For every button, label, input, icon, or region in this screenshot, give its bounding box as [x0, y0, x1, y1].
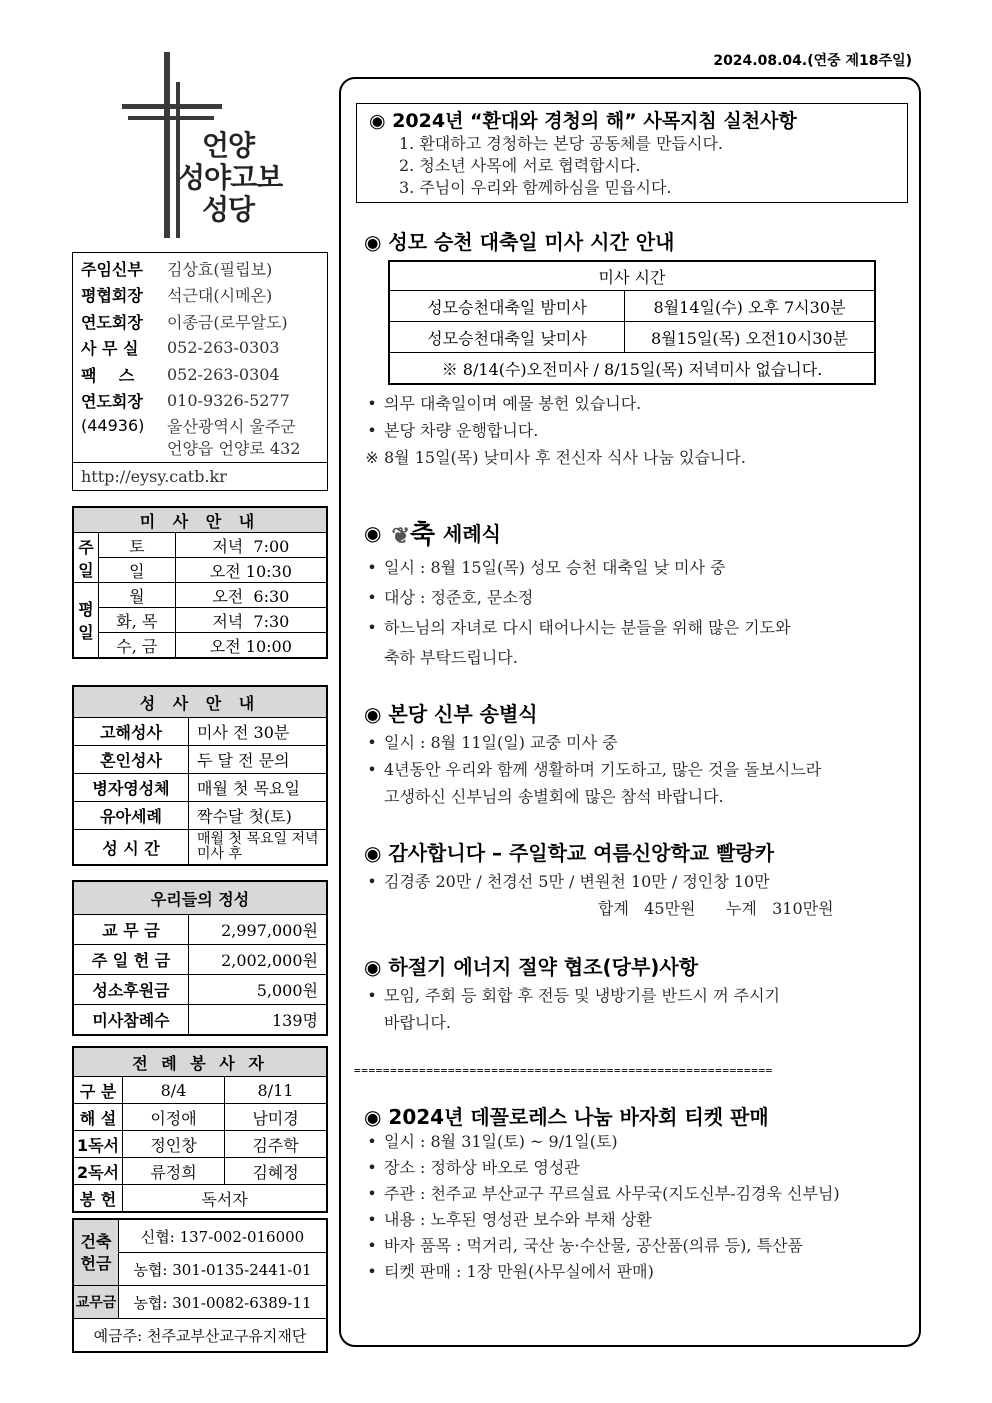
mass-schedule-box: 미 사 안 내 주일 토 저녁 7:00 일 오전 10:30 평일 월 오전 6:30 화, 목 저녁 7:30 수, 금 오전 10:00	[72, 506, 328, 659]
baptism-title-row: ◉ ❦축 세례식	[364, 514, 501, 551]
list-item: • 모임, 주회 등 회합 후 전등 및 냉방기를 반드시 꺼 주시기	[367, 986, 780, 1005]
pastoral-guideline-title: ◉ 2024년 “환대와 경청의 해” 사목지침 실천사항	[369, 110, 797, 132]
bazaar-title: ◉ 2024년 데꼴로레스 나눔 바자회 티켓 판매	[364, 1105, 769, 1129]
list-item: • 하느님의 자녀로 다시 태어나시는 분들을 위해 많은 기도와	[367, 618, 791, 637]
list-item: • 4년동안 우리와 함께 생활하며 기도하고, 많은 것을 돌보시느라	[367, 760, 822, 779]
laurel-badge-icon: ❦축	[391, 520, 436, 550]
servers-box: 전 례 봉 사 자 구 분 8/4 8/11 해 설 이정애 남미경 1독서 정인창 김주학 2독서 류정희 김혜정 봉 헌 독서자	[72, 1046, 328, 1213]
energy-title: ◉ 하절기 에너지 절약 협조(당부)사항	[364, 955, 699, 979]
sacrament-box: 성 사 안 내 고해성사 미사 전 30분 혼인성사 두 달 전 문의 병자영성체 매월 첫 목요일 유아세례 짝수달 첫(토) 성 시 간 매월 첫 목요일 저녁미사 후	[72, 685, 328, 866]
parish-logo-text: 언양 성야고보 성당	[178, 129, 283, 226]
list-item: • 바자 품목 : 먹거리, 국산 농·수산물, 공산품(의류 등), 특산품	[367, 1236, 803, 1255]
farewell-title: ◉ 본당 신부 송별식	[364, 702, 538, 726]
list-item: • 장소 : 정하상 바오로 영성관	[367, 1158, 580, 1177]
list-item: ※ 8월 15일(목) 낮미사 후 전신자 식사 나눔 있습니다.	[365, 448, 746, 467]
bank-box: 건축 헌금 신협: 137-002-016000 농협: 301-0135-2441-01 교무금 농협: 301-0082-6389-11 예금주: 천주교부산교구유지재단	[72, 1218, 328, 1353]
account-holder: 예금주: 천주교부산교구유지재단	[74, 1319, 327, 1352]
list-item: • 대상 : 정준호, 문소정	[367, 588, 534, 607]
sacrament-title: 성 사 안 내	[74, 687, 327, 718]
offering-title: 우리들의 정성	[74, 882, 327, 915]
assumption-title: ◉ 성모 승천 대축일 미사 시간 안내	[364, 230, 675, 254]
thanks-title: ◉ 감사합니다 – 주일학교 여름신앙학교 빨랑카	[364, 841, 775, 865]
list-item: • 일시 : 8월 11일(일) 교중 미사 중	[367, 733, 618, 752]
gyomu-label: 교무금	[74, 1286, 119, 1319]
list-item: 축하 부탁드립니다.	[384, 648, 518, 667]
servers-title: 전 례 봉 사 자	[74, 1048, 327, 1077]
section-divider: ==========================================================	[354, 1064, 773, 1077]
pastoral-guideline-box: ◉ 2024년 “환대와 경청의 해” 사목지침 실천사항 1. 환대하고 경청하는 본당 공동체를 만듭시다. 2. 청소년 사목에 서로 협력합시다. 3. 주님이 우리와 함께하심을 믿읍시다.	[356, 103, 908, 203]
list-item: • 본당 차량 운행합니다.	[367, 421, 539, 440]
list-item: • 의무 대축일이며 예물 봉헌 있습니다.	[367, 394, 642, 413]
list-item: 바랍니다.	[384, 1013, 451, 1032]
bulletin-date: 2024.08.04.(연중 제18주일)	[713, 53, 912, 69]
sunday-label: 주일	[74, 533, 99, 583]
thanks-total: 합계 45만원 누계 310만원	[598, 899, 834, 918]
list-item: • 주관 : 천주교 부산교구 꾸르실료 사무국(지도신부-김경욱 신부님)	[367, 1184, 840, 1203]
offering-box: 우리들의 정성 교 무 금 2,997,000원 주 일 헌 금 2,002,000원 성소후원금 5,000원 미사참례수 139명	[72, 880, 328, 1036]
mass-schedule-title: 미 사 안 내	[74, 508, 327, 533]
building-fund-label: 건축 헌금	[74, 1220, 119, 1286]
parish-info-box: 주임신부 김상효(필립보) 평협회장 석근대(시메온) 연도회장 이종금(로무알도) 사 무 실 052-263-0303 팩 스 052-263-0304 연도회장 010-9326-5277 (44936) 울산광역시 울주군 언양읍 언양로 432 http://eysy.catb.kr	[72, 252, 328, 491]
weekday-label: 평일	[74, 583, 99, 658]
list-item: • 내용 : 노후된 영성관 보수와 부채 상환	[367, 1210, 652, 1229]
list-item: 고생하신 신부님의 송별회에 많은 참석 바랍니다.	[384, 787, 724, 806]
list-item: • 김경종 20만 / 천경선 5만 / 변원천 10만 / 정인창 10만	[367, 872, 770, 891]
list-item: • 티켓 판매 : 1장 만원(사무실에서 판매)	[367, 1262, 654, 1281]
website-link[interactable]: http://eysy.catb.kr	[73, 462, 327, 486]
assumption-mass-table: 미사 시간 성모승천대축일 밤미사 8월14일(수) 오후 7시30분 성모승천대축일 낮미사 8월15일(목) 오전10시30분 ※ 8/14(수)오전미사 / 8/15일(목) 저녁미사 없습니다.	[388, 260, 876, 385]
list-item: • 일시 : 8월 31일(토) ~ 9/1일(토)	[367, 1132, 618, 1151]
list-item: • 일시 : 8월 15일(목) 성모 승천 대축일 낮 미사 중	[367, 558, 726, 577]
